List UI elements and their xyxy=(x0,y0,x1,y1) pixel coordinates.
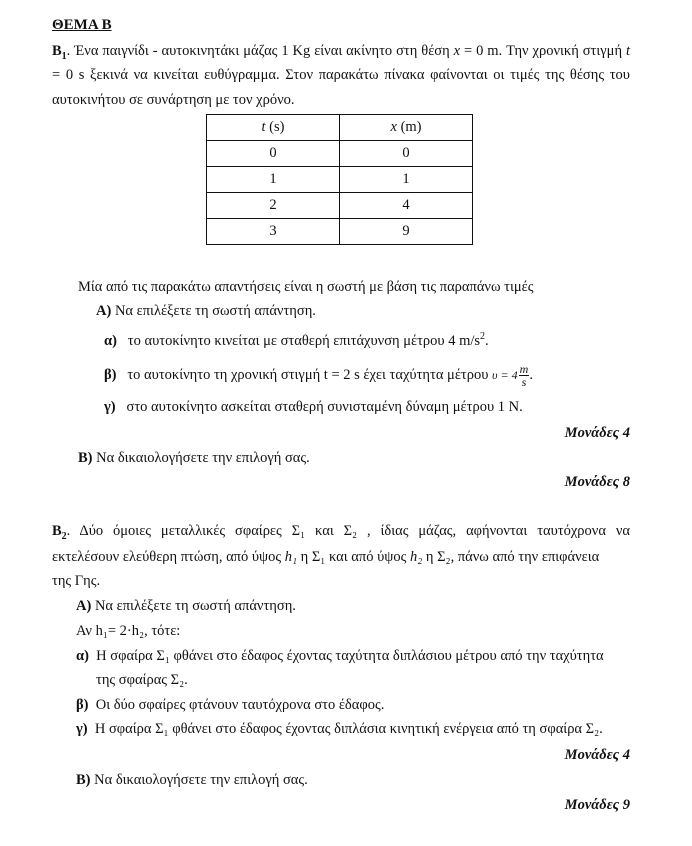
table-row xyxy=(207,167,473,193)
b1-intro-line-1: $B_1$. Ένα παιγνίδι - αυτοκινητάκι μάζας 1 Kg είναι ακίνητο στη θέση x = 0 m. Την χρονική στιγμή t xyxy=(52,43,630,62)
b2-option-c: γ) Η σφαίρα Σ₁ φθάνει στο έδαφος έχοντας διπλάσια κινητική ενέργεια από τη σφαίρα Σ₂. xyxy=(76,721,603,737)
unit-fraction: $\frac{m}{s}$ xyxy=(519,362,529,390)
table-cell: 0 xyxy=(340,141,473,167)
b1-marks-a: Μονάδες 4 xyxy=(564,425,630,441)
b1-question: Μία από τις παρακάτω απαντήσεις είναι η σωστή με βάση τις παραπάνω τιμές xyxy=(78,279,534,295)
b2-marks-b: Μονάδες 9 xyxy=(564,797,630,813)
table-cell: 2 xyxy=(207,193,340,219)
b1-part-a: Α) Να επιλέξετε τη σωστή απάντηση. xyxy=(96,303,316,319)
b1-label: $B_1$ xyxy=(52,43,67,62)
table-cell: 3 xyxy=(207,219,340,245)
b2-marks-a: Μονάδες 4 xyxy=(564,747,630,763)
b2-line-3: της Γης. xyxy=(52,573,101,589)
b2-option-b: β) Οι δύο σφαίρες φτάνουν ταυτόχρονα στο έδαφος. xyxy=(76,697,385,713)
b2-option-a: α) Η σφαίρα Σ₁ φθάνει στο έδαφος έχοντας ταχύτητα διπλάσιου μέτρου από την ταχύτητα xyxy=(76,648,604,664)
b1-intro-line-2: = 0 s ξεκινά να κινείται ευθύγραμμα. Στον παρακάτω πίνακα φαίνονται οι τιμές της θέσης του xyxy=(52,67,630,83)
b2-condition: Αν h₁= 2·h₂, τότε: xyxy=(76,623,181,639)
table-row xyxy=(207,141,473,167)
section-title: ΘΕΜΑ Β xyxy=(52,17,112,33)
b2-part-b: Β) Να δικαιολογήσετε την επιλογή σας. xyxy=(76,772,308,788)
b2-option-a-cont: της σφαίρας Σ₂. xyxy=(96,672,188,688)
b2-part-a: Α) Να επιλέξετε τη σωστή απάντηση. xyxy=(76,598,296,614)
b2-line-2: εκτελέσουν ελεύθερη πτώση, από ύψος h₁ η Σ₁ και από ύψος h₂ η Σ₂, πάνω από την επιφάνεια xyxy=(52,549,600,565)
b1-marks-b: Μονάδες 8 xyxy=(564,474,630,490)
table-row xyxy=(207,193,473,219)
table-header-t: t (s) xyxy=(207,115,340,141)
table-row xyxy=(207,219,473,245)
table-cell: 0 xyxy=(207,141,340,167)
table-cell: 1 xyxy=(207,167,340,193)
b1-option-a: α) το αυτοκίνητο κινείται με σταθερή επιτάχυνση μέτρου 4 $m/s^2$. xyxy=(104,331,489,349)
b1-option-b: β) το αυτοκίνητο τη χρονική στιγμή t = 2 s έχει ταχύτητα μέτρου υ = 4 $\frac{m}{s}$ . xyxy=(104,362,533,390)
table-header-x: x (m) xyxy=(340,115,473,141)
b1-intro-line-3: αυτοκινήτου σε συνάρτηση με τον χρόνο. xyxy=(52,92,295,108)
b2-line-1: $B_2$. Δύο όμοιες μεταλλικές σφαίρες Σ₁ και Σ₂ , ίδιας μάζας, αφήνονται ταυτόχρονα να xyxy=(52,523,630,542)
b1-option-c: γ) στο αυτοκίνητο ασκείται σταθερή συνισταμένη δύναμη μέτρου 1 Ν. xyxy=(104,399,523,415)
b2-label: $B_2$ xyxy=(52,523,67,542)
position-time-table xyxy=(206,114,473,245)
b1-part-b: Β) Να δικαιολογήσετε την επιλογή σας. xyxy=(78,450,310,466)
table-cell: 1 xyxy=(340,167,473,193)
table-cell: 9 xyxy=(340,219,473,245)
table-cell: 4 xyxy=(340,193,473,219)
